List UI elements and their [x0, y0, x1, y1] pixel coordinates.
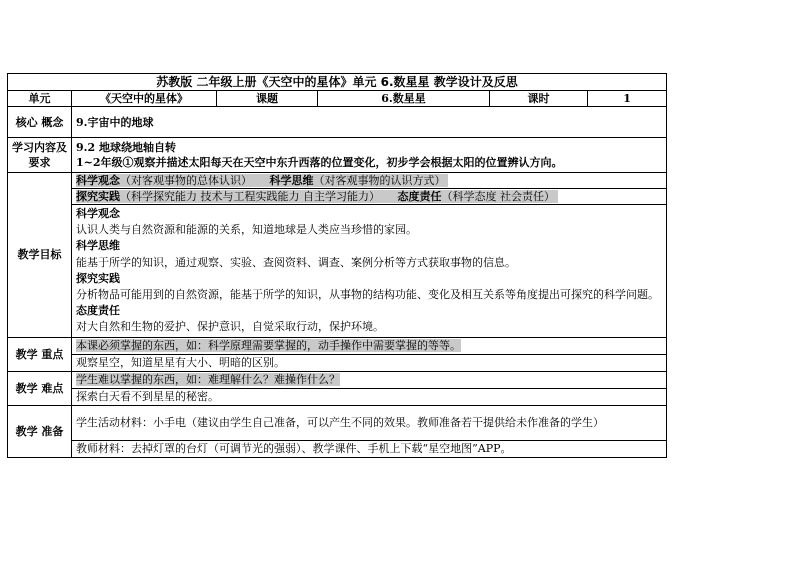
band-inquiry-practice-note: （科学探究能力 技术与工程实践能力 自主学习能力） — [120, 190, 380, 203]
document-title: 苏教版 二年级上册《天空中的星体》单元 6.数星星 教学设计及反思 — [8, 74, 667, 91]
prep-label: 教学 准备 — [8, 405, 72, 457]
goal-text-concept: 认识人类与自然资源和能源的关系，知道地球是人类应当珍惜的家园。 — [76, 223, 417, 237]
topic-value: 6.数星星 — [318, 91, 490, 107]
key-points-value: 观察星空，知道星星有大小、明暗的区别。 — [72, 354, 667, 371]
goals-band-row-2 — [8, 189, 667, 205]
content-row — [8, 138, 667, 173]
content-line-2: 1~2年级①观察并描述太阳每天在天空中东升西落的位置变化，初步学会根据太阳的位置辨认方向。 — [76, 156, 563, 169]
goal-text-attitude: 对大自然和生物的爱护、保护意识，自觉采取行动，保护环境。 — [76, 320, 384, 334]
title-row — [8, 74, 667, 91]
period-value: 1 — [588, 91, 667, 107]
lesson-plan-document — [7, 73, 666, 458]
band-science-concept: 科学观念 — [76, 174, 120, 187]
band-science-thinking-note: （对客观事物的认识方式） — [313, 174, 446, 187]
goal-heading-attitude: 态度责任 — [76, 304, 120, 318]
period-label: 课时 — [490, 91, 588, 107]
lesson-plan-table — [7, 73, 667, 458]
prep-teacher: 教师材料：去掉灯罩的台灯（可调节光的强弱）、教学课件、手机上下载“星空地图”APP。 — [72, 440, 667, 457]
difficulties-row-1 — [8, 371, 667, 388]
band-science-concept-note: （对客观事物的总体认识） — [120, 174, 252, 187]
prep-row-2 — [8, 440, 667, 457]
goal-text-inquiry: 分析物品可能用到的自然资源，能基于所学的知识，从事物的结构功能、变化及相互关系等角度提出可探究的科学问题。 — [76, 288, 659, 302]
topic-label: 课题 — [217, 91, 318, 107]
difficulties-label: 教学 难点 — [8, 371, 72, 405]
goal-text-thinking: 能基于所学的知识，通过观察、实验、查阅资料、调查、案例分析等方式获取事物的信息。 — [76, 255, 516, 269]
goals-detail — [72, 205, 667, 338]
core-concept-label: 核心 概念 — [8, 107, 72, 138]
core-concept-value: 9.宇宙中的地球 — [72, 107, 667, 138]
difficulties-hint-cell — [72, 371, 667, 388]
key-points-row-1 — [8, 337, 667, 354]
prep-row-1 — [8, 405, 667, 440]
header-row — [8, 91, 667, 107]
unit-label: 单元 — [8, 91, 72, 107]
content-line-1: 9.2 地球绕地轴自转 — [76, 141, 176, 154]
key-points-row-2 — [8, 354, 667, 371]
goals-detail-row — [8, 205, 667, 338]
unit-value: 《天空中的星体》 — [72, 91, 217, 107]
goals-band-1 — [72, 173, 667, 189]
core-concept-row — [8, 107, 667, 138]
key-points-label: 教学 重点 — [8, 337, 72, 371]
band-inquiry-practice: 探究实践 — [76, 190, 120, 203]
content-label: 学习内容及要求 — [8, 138, 72, 173]
band-science-thinking: 科学思维 — [269, 174, 314, 187]
band-attitude-responsibility-note: （科学态度 社会责任） — [441, 190, 555, 203]
goal-heading-concept: 科学观念 — [76, 207, 120, 220]
key-points-hint-cell — [72, 337, 667, 354]
goals-band-2 — [72, 189, 667, 205]
difficulties-value: 探索白天看不到星星的秘密。 — [72, 388, 667, 405]
difficulties-row-2 — [8, 388, 667, 405]
goal-heading-inquiry: 探究实践 — [76, 271, 120, 285]
prep-student: 学生活动材料：小手电（建议由学生自己准备，可以产生不同的效果。教师准备若干提供给未作准备的学生） — [72, 405, 667, 440]
content-cell — [72, 138, 667, 173]
goals-label: 教学目标 — [8, 173, 72, 338]
goals-band-row-1 — [8, 173, 667, 189]
difficulties-hint: 学生难以掌握的东西，如：难理解什么？难操作什么？ — [76, 373, 340, 387]
key-points-hint: 本课必须掌握的东西，如：科学原理需要掌握的，动手操作中需要掌握的等等。 — [76, 339, 461, 353]
band-attitude-responsibility: 态度责任 — [397, 190, 442, 203]
goal-heading-thinking: 科学思维 — [76, 239, 120, 253]
